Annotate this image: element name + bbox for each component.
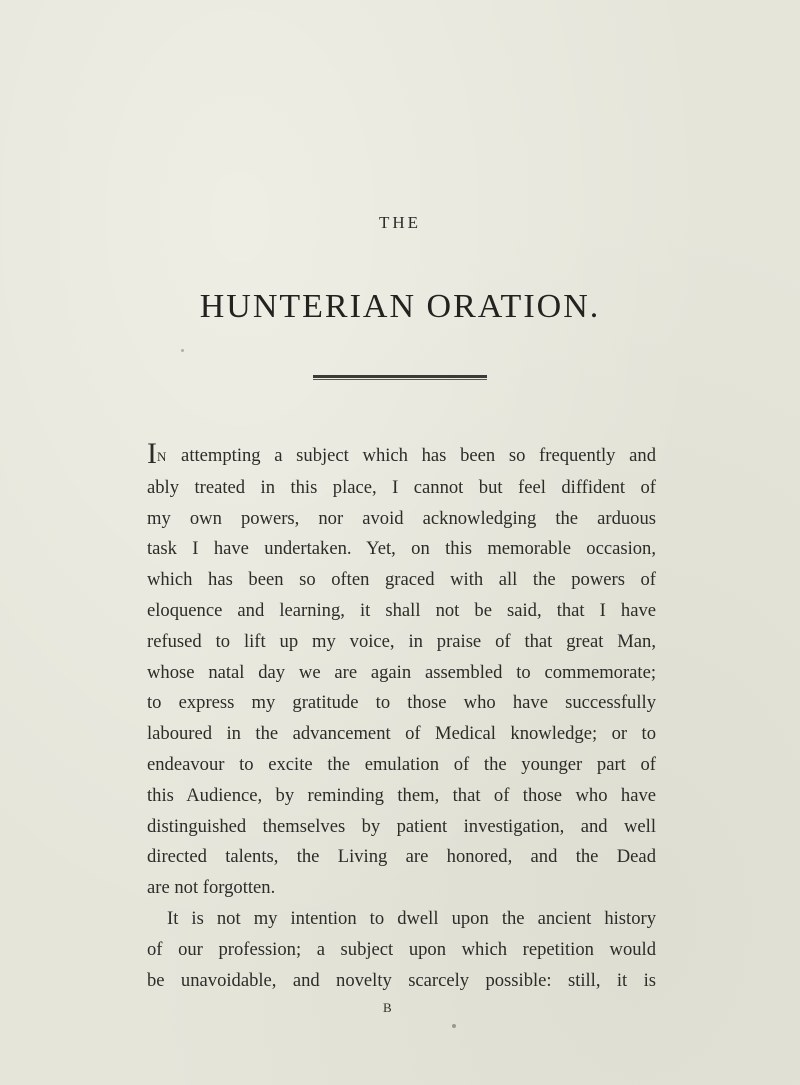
- signature-mark: B: [383, 1000, 392, 1015]
- text-line-17: of our profession; a subject upon which repetition would: [147, 938, 656, 960]
- text-line-5: which has been so often graced with all the powers of: [147, 569, 656, 591]
- body-text: [147, 437, 656, 996]
- text-line-8: whose natal day we are again assembled to commemorate;: [147, 661, 656, 683]
- drop-cap: I: [147, 437, 157, 470]
- text-line-10: laboured in the advancement of Medical knowledge; or to: [147, 723, 656, 745]
- lead-smallcaps: N: [157, 449, 168, 464]
- page-title: HUNTERIAN ORATION.: [199, 288, 601, 325]
- text-line-18: be unavoidable, and novelty scarcely possible: still, it is: [147, 969, 656, 991]
- text-line-2: ably treated in this place, I cannot but feel diffident of: [147, 476, 656, 498]
- paper-speck: [452, 1024, 456, 1028]
- text-line-9: to express my gratitude to those who have successfully: [147, 692, 656, 714]
- text-line-14: directed talents, the Living are honored, and the Dead: [147, 846, 656, 868]
- text-line-12: this Audience, by reminding them, that of those who have: [147, 784, 656, 806]
- paper-speck-2: [181, 349, 184, 352]
- text-line-13: distinguished themselves by patient investigation, and well: [147, 815, 656, 837]
- text-line-11: endeavour to excite the emulation of the younger part of: [147, 753, 656, 775]
- text-line-7: refused to lift up my voice, in praise of that great Man,: [147, 630, 656, 652]
- header-the: THE: [378, 213, 422, 232]
- rule-thick: [313, 375, 487, 378]
- text-line-1-rest: attempting a subject which has been so frequently and: [167, 445, 656, 466]
- text-line-16: It is not my intention to dwell upon the ancient history: [167, 907, 656, 929]
- text-line-15: are not forgotten.: [147, 877, 276, 899]
- title-rule: [313, 375, 487, 380]
- text-line-1: [147, 437, 656, 473]
- text-line-3: my own powers, nor avoid acknowledging the arduous: [147, 507, 656, 529]
- text-line-4: task I have undertaken. Yet, on this memorable occasion,: [147, 538, 656, 560]
- text-line-6: eloquence and learning, it shall not be said, that I have: [147, 599, 656, 621]
- rule-thin: [313, 379, 487, 380]
